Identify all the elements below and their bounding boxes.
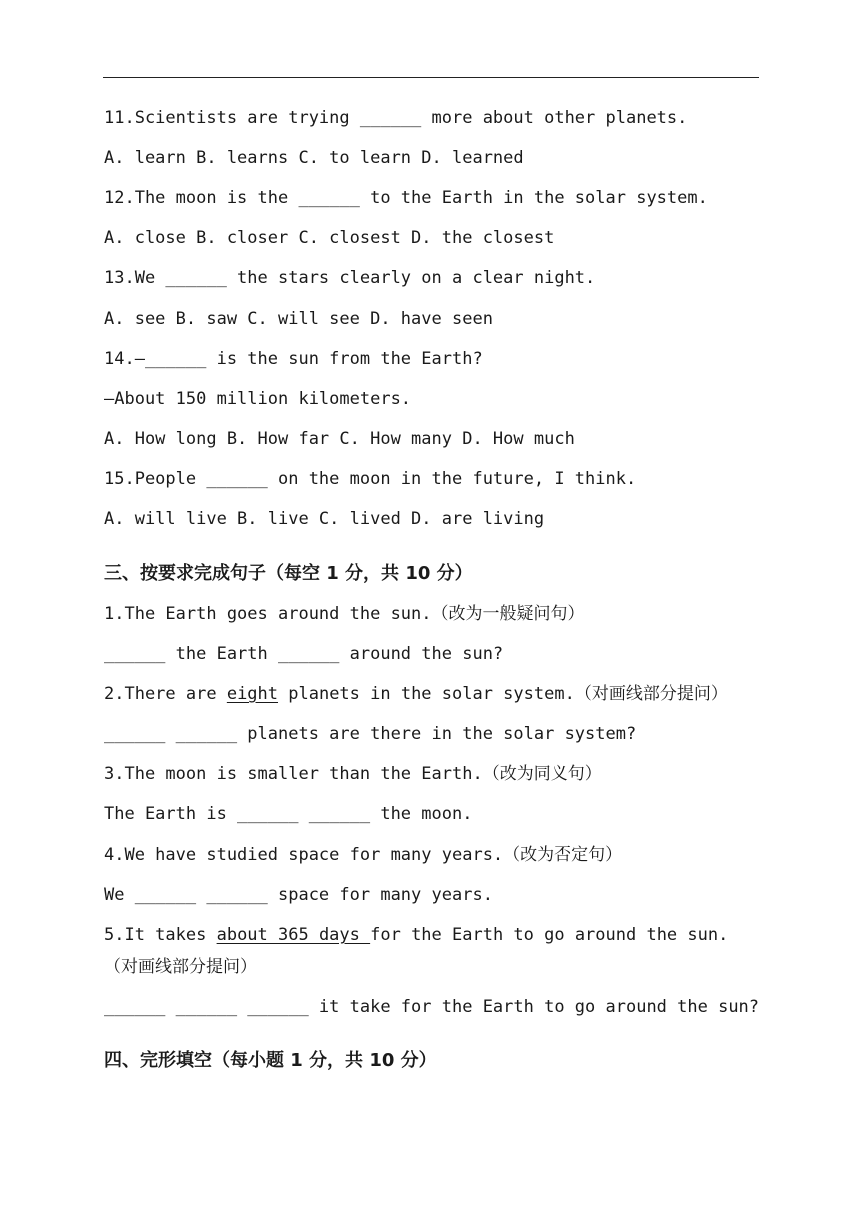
question-14-reply: —About 150 million kilometers.: [104, 389, 412, 409]
task-5-pre: 5.It takes: [104, 925, 217, 945]
task-2-underlined: eight: [226, 684, 279, 704]
task-5-post: for the Earth to go around the sun.: [370, 925, 729, 945]
question-15-options: A. will live B. live C. lived D. are living: [104, 509, 545, 529]
question-12-stem: 12.The moon is the ______ to the Earth in the solar system.: [104, 188, 708, 208]
task-4-answer: We ______ ______ space for many years.: [104, 885, 493, 905]
task-3-answer: The Earth is ______ ______ the moon.: [104, 804, 473, 824]
task-5-sentence: [104, 923, 728, 947]
task-2-post: planets in the solar system.（对画线部分提问）: [278, 684, 728, 704]
header-rule: [103, 77, 759, 78]
task-5-underlined: about 365 days: [216, 925, 371, 945]
section-4-heading: 四、完形填空（每小题 1 分，共 10 分）: [104, 1050, 437, 1071]
task-1-answer: ______ the Earth ______ around the sun?: [104, 644, 504, 664]
question-12-options: A. close B. closer C. closest D. the closest: [104, 228, 555, 248]
task-2-answer: ______ ______ planets are there in the solar system?: [104, 724, 637, 744]
question-14-stem: 14.—______ is the sun from the Earth?: [104, 349, 483, 369]
task-4-sentence: 4.We have studied space for many years.（改为否定句）: [104, 845, 623, 865]
task-2-sentence: [104, 682, 728, 706]
section-3-heading: 三、按要求完成句子（每空 1 分，共 10 分）: [104, 563, 473, 584]
question-11-stem: 11.Scientists are trying ______ more about other planets.: [104, 108, 688, 128]
task-1-sentence: 1.The Earth goes around the sun.（改为一般疑问句）: [104, 604, 585, 624]
task-3-sentence: 3.The moon is smaller than the Earth.（改为同义句）: [104, 764, 602, 784]
task-5-instruction: （对画线部分提问）: [104, 957, 257, 977]
question-11-options: A. learn B. learns C. to learn D. learned: [104, 148, 524, 168]
question-15-stem: 15.People ______ on the moon in the future, I think.: [104, 469, 637, 489]
question-13-options: A. see B. saw C. will see D. have seen: [104, 309, 493, 329]
question-14-options: A. How long B. How far C. How many D. How much: [104, 429, 575, 449]
task-5-answer: ______ ______ ______ it take for the Earth to go around the sun?: [104, 997, 760, 1017]
task-2-pre: 2.There are: [104, 684, 227, 704]
question-13-stem: 13.We ______ the stars clearly on a clear night.: [104, 268, 596, 288]
